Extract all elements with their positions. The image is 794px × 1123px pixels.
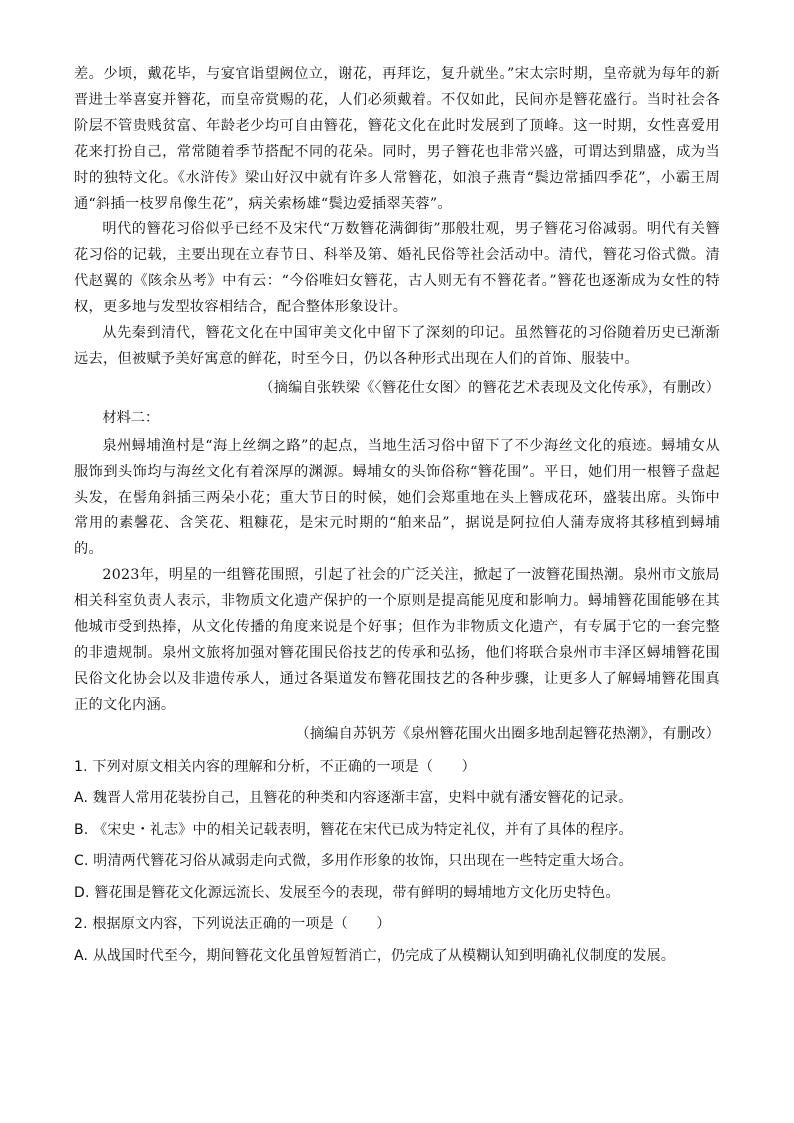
paragraph: 泉州蟳埔渔村是“海上丝绸之路”的起点，当地生活习俗中留下了不少海丝文化的痕迹。蟳埔女从服饰到头饰均与海丝文化有着深厚的渊源。蟳埔女的头饰俗称“簪花围”。平日，她们用一根簪子盘起头发，在髻角斜插三两朵小花；重大节日的时候，她们会郑重地在头上簪成花环，盛装出席。头饰中常用的素馨花、含笑花、粗糠花，是宋元时期的“舶来品”，据说是阿拉伯人蒲寿宬将其移植到蟳埔的。 (74, 437, 720, 558)
material-heading: 材料二： (102, 409, 160, 426)
question-stem: 2. 根据原文内容，下列说法正确的一项是（ ） (74, 916, 391, 933)
article-body (74, 62, 720, 972)
paragraph: 从先秦到清代，簪花文化在中国审美文化中留下了深刻的印记。虽然簪花的习俗随着历史已渐渐远去，但被赋予美好寓意的鲜花，时至今日，仍以各种形式出现在人们的首饰、服装中。 (74, 325, 720, 367)
answer-option: D. 簪花围是簪花文化源远流长、发展至今的表现，带有鲜明的蟳埔地方文化历史特色。 (74, 884, 620, 901)
question-stem: 1. 下列对原文相关内容的理解和分析，不正确的一项是（ ） (74, 758, 476, 775)
source-citation: （摘编自张轶梁《〈簪花仕女图〉的簪花艺术表现及文化传承》，有删改） (259, 379, 720, 396)
answer-option: A. 从战国时代至今，期间簪花文化虽曾短暂消亡，仍完成了从模糊认知到明确礼仪制度的发展。 (74, 947, 676, 964)
paragraph: 2023年，明星的一组簪花围照，引起了社会的广泛关注，掀起了一波簪花围热潮。泉州市文旅局相关科室负责人表示，非物质文化遗产保护的一个原则是提高能见度和影响力。蟳埔簪花围能够在其他城市受到热捧，从文化传播的角度来说是个好事；但作为非物质文化遗产，有专属于它的一套完整的非遗规制。泉州文旅将加强对簪花围民俗技艺的传承和弘扬，他们将联合泉州市丰泽区蟳埔簪花围民俗文化协会以及非遗传承人，通过各渠道发布簪花围技艺的各种步骤，让更多人了解蟳埔簪花围真正的文化内涵。 (74, 567, 720, 713)
paragraph: 差。少顷，戴花毕，与宴官诣望阙位立，谢花，再拜讫，复升就坐。”宋太宗时期，皇帝就为每年的新晋进士举喜宴并簪花，而皇帝赏赐的花，人们必须戴着。不仅如此，民间亦是簪花盛行。当时社会各阶层不管贵贱贫富、年龄老少均可自由簪花，簪花文化在此时发展到了顶峰。这一时期，女性喜爱用花来打扮自己，常常随着季节搭配不同的花朵。同时，男子簪花也非常兴盛，可谓达到鼎盛，成为当时的独特文化。《水浒传》梁山好汉中就有许多人常簪花，如浪子燕青“鬓边常插四季花”，小霸王周通“斜插一枝罗帛像生花”，病关索杨雄“鬓边爱插翠芙蓉”。 (74, 66, 720, 212)
source-citation: （摘编自苏钒芳《泉州簪花围火出圈多地刮起簪花热潮》，有删改） (295, 725, 720, 742)
answer-option: B. 《宋史・礼志》中的相关记载表明，簪花在宋代已成为特定礼仪，并有了具体的程序。 (74, 821, 633, 838)
answer-option: C. 明清两代簪花习俗从减弱走向式微，多用作形象的妆饰，只出现在一些特定重大场合。 (74, 853, 633, 870)
paragraph: 明代的簪花习俗似乎已经不及宋代“万数簪花满御街”那般壮观，男子簪花习俗减弱。明代有关簪花习俗的记载，主要出现在立春节日、科举及第、婚礼民俗等社会活动中。清代，簪花习俗式微。清代赵翼的《陔余丛考》中有云：“今俗唯妇女簪花，古人则无有不簪花者。”簪花也逐渐成为女性的特权，更多地与发型妆容相结合，配合整体形象设计。 (74, 221, 720, 316)
answer-option: A. 魏晋人常用花装扮自己，且簪花的种类和内容逐渐丰富，史料中就有潘安簪花的记录。 (74, 790, 633, 807)
